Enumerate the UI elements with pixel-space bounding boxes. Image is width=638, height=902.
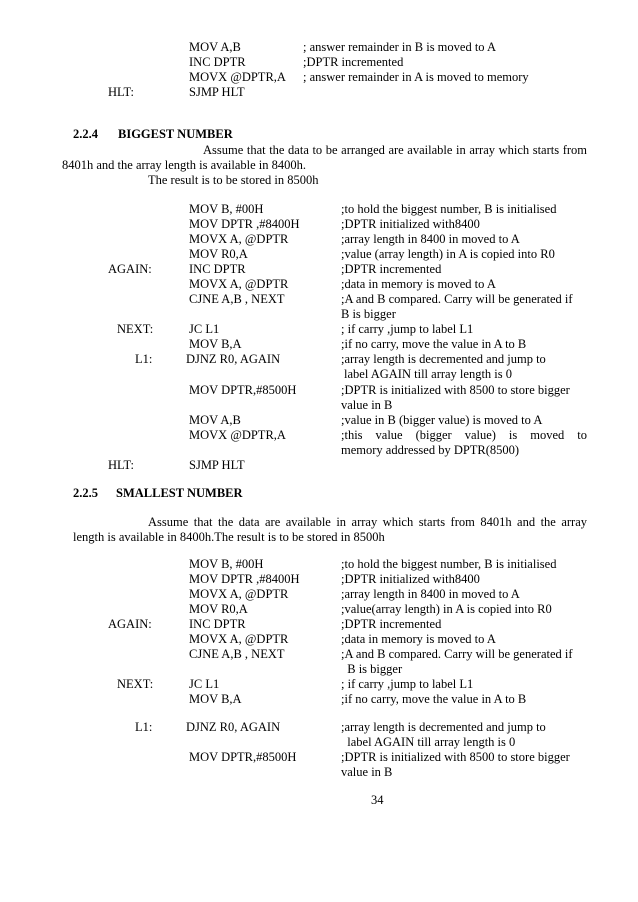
code-comment: ;value in B (bigger value) is moved to A: [341, 413, 543, 427]
code-comment: ;DPTR incremented: [303, 55, 404, 69]
code-label: L1:: [135, 720, 153, 734]
code-instruction: MOV B, #00H: [189, 202, 264, 216]
section-title: BIGGEST NUMBER: [118, 127, 233, 141]
code-comment: B is bigger: [341, 662, 403, 676]
code-instruction: MOVX A, @DPTR: [189, 632, 289, 646]
code-comment: ;DPTR incremented: [341, 617, 442, 631]
code-comment: ;DPTR initialized with8400: [341, 572, 480, 586]
code-label: L1:: [135, 352, 153, 366]
code-comment: ;data in memory is moved to A: [341, 632, 496, 646]
code-instruction: MOVX A, @DPTR: [189, 232, 289, 246]
code-comment: value in B: [341, 765, 393, 779]
code-comment: label AGAIN till array length is 0: [341, 735, 516, 749]
paragraph-line: 8401h and the array length is available in 8400h.: [62, 158, 307, 172]
code-comment: ; if carry ,jump to label L1: [341, 677, 474, 691]
code-comment: value in B: [341, 398, 393, 412]
code-comment: ;array length in 8400 in moved to A: [341, 232, 520, 246]
code-instruction: DJNZ R0, AGAIN: [186, 720, 281, 734]
code-instruction: MOV B,A: [189, 337, 242, 351]
code-instruction: SJMP HLT: [189, 85, 245, 99]
code-instruction: MOV DPTR ,#8400H: [189, 217, 300, 231]
code-instruction: MOV A,B: [189, 413, 241, 427]
code-label: HLT:: [108, 458, 135, 472]
code-instruction: MOVX A, @DPTR: [189, 587, 289, 601]
code-comment: ;array length is decremented and jump to: [341, 720, 546, 734]
code-instruction: MOV R0,A: [189, 602, 248, 616]
paragraph-line: Assume that the data are available in array which starts from 8401h and the array: [148, 515, 587, 529]
code-comment: ;array length is decremented and jump to: [341, 352, 546, 366]
code-comment: ;DPTR incremented: [341, 262, 442, 276]
code-comment: label AGAIN till array length is 0: [344, 367, 513, 381]
code-instruction: JC L1: [189, 677, 220, 691]
code-instruction: DJNZ R0, AGAIN: [186, 352, 281, 366]
code-comment: memory addressed by DPTR(8500): [341, 443, 520, 457]
code-comment: ;to hold the biggest number, B is initialised: [341, 557, 557, 571]
code-comment: ;value (array length) in A is copied into R0: [341, 247, 555, 261]
paragraph-line: length is available in 8400h.The result is to be stored in 8500h: [73, 530, 385, 544]
section-number: 2.2.4: [73, 127, 98, 141]
code-instruction: INC DPTR: [189, 617, 246, 631]
result-line: The result is to be stored in 8500h: [148, 173, 319, 187]
code-instruction: MOV DPTR,#8500H: [189, 383, 297, 397]
code-instruction: MOVX @DPTR,A: [189, 70, 286, 84]
code-comment: ; answer remainder in B is moved to A: [303, 40, 497, 54]
code-comment: ; if carry ,jump to label L1: [341, 322, 474, 336]
code-instruction: MOVX A, @DPTR: [189, 277, 289, 291]
paragraph-line: Assume that the data to be arranged are available in array which starts from: [203, 143, 587, 157]
code-comment: ;data in memory is moved to A: [341, 277, 496, 291]
code-label: AGAIN:: [108, 617, 152, 631]
code-label: NEXT:: [117, 677, 154, 691]
code-instruction: MOV R0,A: [189, 247, 248, 261]
code-label: NEXT:: [117, 322, 154, 336]
section-title: SMALLEST NUMBER: [116, 486, 243, 500]
code-comment: B is bigger: [341, 307, 396, 321]
code-comment: ;DPTR is initialized with 8500 to store bigger: [341, 383, 570, 397]
code-label: AGAIN:: [108, 262, 152, 276]
code-comment: ;array length in 8400 in moved to A: [341, 587, 520, 601]
code-comment: ;to hold the biggest number, B is initialised: [341, 202, 557, 216]
code-instruction: SJMP HLT: [189, 458, 245, 472]
code-instruction: INC DPTR: [189, 262, 246, 276]
section-number: 2.2.5: [73, 486, 98, 500]
code-comment: ;this value (bigger value) is moved to: [341, 428, 587, 442]
code-comment: ;DPTR is initialized with 8500 to store bigger: [341, 750, 570, 764]
page-number: 34: [371, 793, 384, 807]
code-instruction: MOV A,B: [189, 40, 241, 54]
code-instruction: INC DPTR: [189, 55, 246, 69]
code-comment: ;if no carry, move the value in A to B: [341, 337, 527, 351]
code-comment: ;A and B compared. Carry will be generated if: [341, 647, 573, 661]
code-instruction: MOV B, #00H: [189, 557, 264, 571]
code-instruction: MOVX @DPTR,A: [189, 428, 286, 442]
code-comment: ;value(array length) in A is copied into R0: [341, 602, 552, 616]
code-label: HLT:: [108, 85, 135, 99]
code-instruction: MOV DPTR ,#8400H: [189, 572, 300, 586]
code-instruction: CJNE A,B , NEXT: [189, 292, 285, 306]
code-comment: ; answer remainder in A is moved to memory: [303, 70, 529, 84]
code-comment: ;A and B compared. Carry will be generated if: [341, 292, 573, 306]
code-instruction: CJNE A,B , NEXT: [189, 647, 285, 661]
code-comment: ;DPTR initialized with8400: [341, 217, 480, 231]
code-instruction: MOV DPTR,#8500H: [189, 750, 297, 764]
code-instruction: JC L1: [189, 322, 220, 336]
code-instruction: MOV B,A: [189, 692, 242, 706]
code-comment: ;if no carry, move the value in A to B: [341, 692, 527, 706]
